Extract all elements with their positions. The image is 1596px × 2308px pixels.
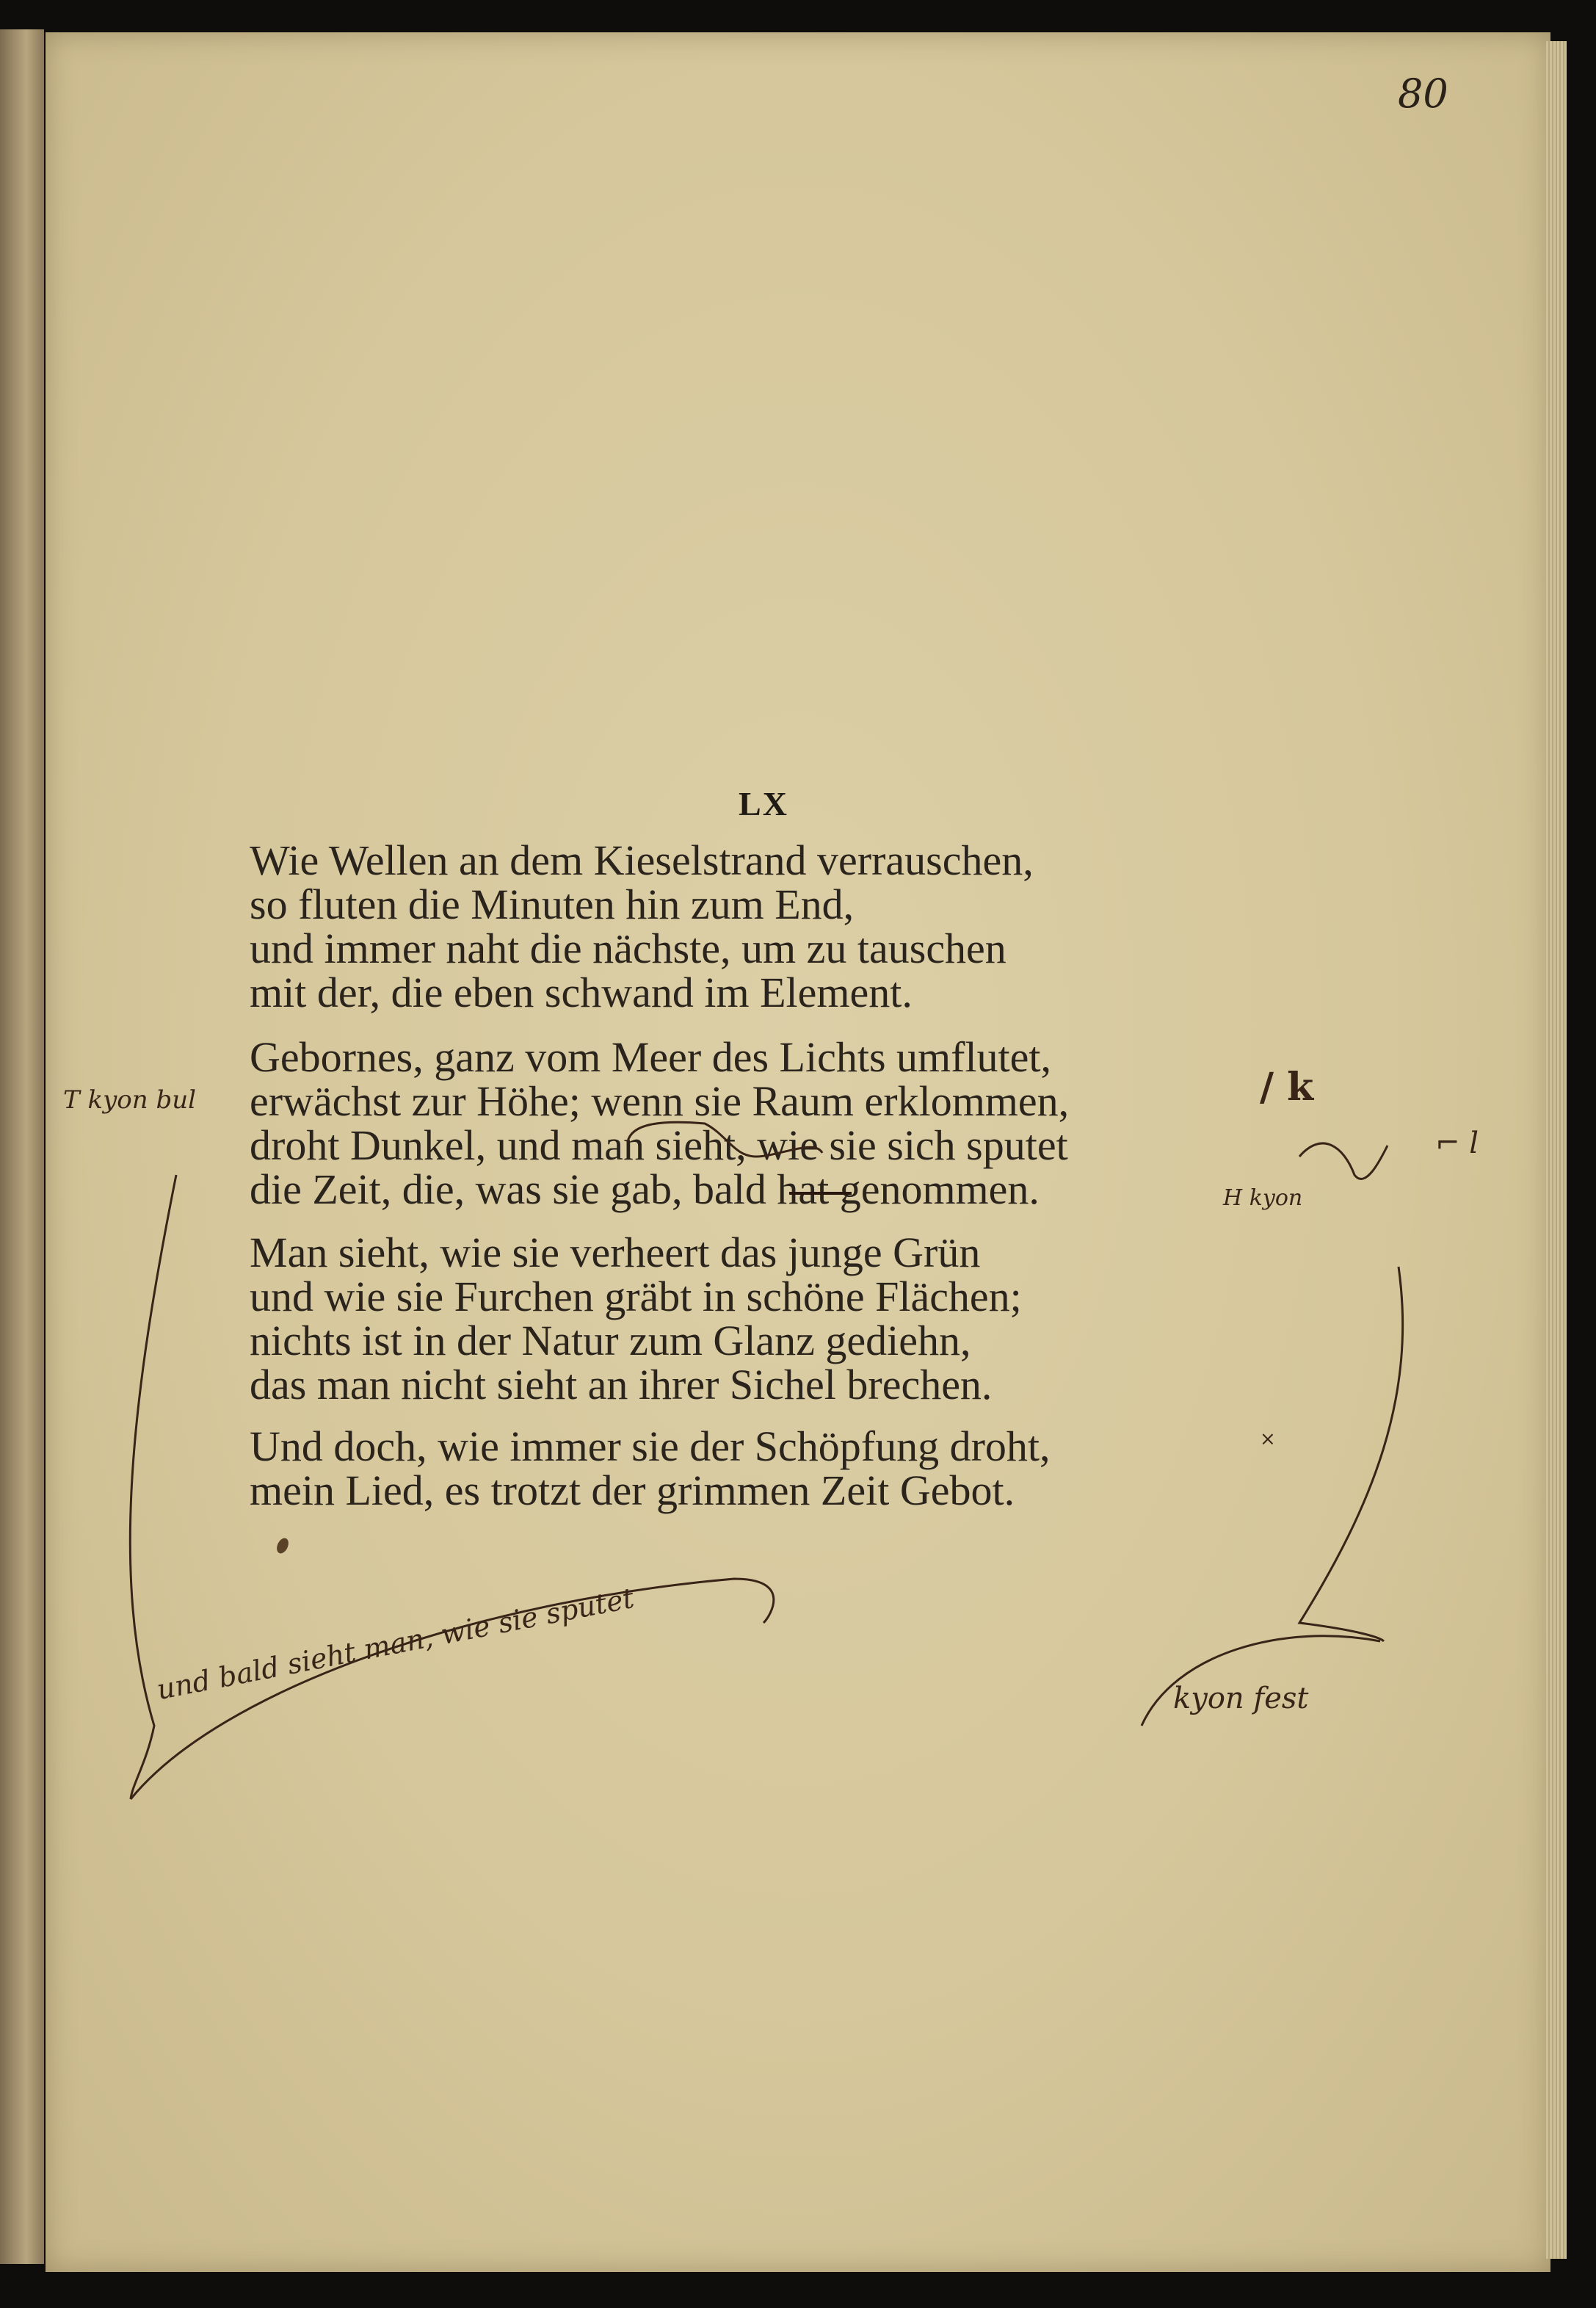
right-margin-bracket — [1299, 1267, 1403, 1641]
margin-note-lower-right: kyon fest — [1173, 1682, 1309, 1715]
margin-note-right: / k — [1260, 1065, 1314, 1110]
poem-title: LX — [739, 785, 788, 822]
poem-line: mit der, die eben schwand im Element. — [250, 969, 913, 1016]
poem-line: droht Dunkel, und man sieht, wie sie sich sputet — [250, 1121, 1068, 1169]
margin-note-right-word: H kyon — [1223, 1185, 1303, 1211]
poem-line: das man nicht sieht an ihrer Sichel brechen. — [250, 1361, 993, 1408]
poem-line: und wie sie Furchen gräbt in schöne Flächen; — [250, 1273, 1022, 1320]
poem-line: so fluten die Minuten hin zum End, — [250, 880, 855, 928]
poem-line: Wie Wellen an dem Kieselstrand verrauschen, — [250, 836, 1034, 884]
poem-line: und immer naht die nächste, um zu tauschen — [250, 925, 1006, 972]
ink-blot — [275, 1536, 291, 1555]
tilde-mark — [1299, 1143, 1388, 1179]
poem-line: Gebornes, ganz vom Meer des Lichts umflutet, — [250, 1033, 1052, 1081]
page-number: 80 — [1398, 70, 1448, 117]
poem-line: nichts ist in der Natur zum Glanz gediehn, — [250, 1317, 971, 1364]
margin-note-left: T kyon bul — [63, 1085, 197, 1115]
poem-line: die Zeit, die, was sie gab, bald hat genommen. — [250, 1165, 1040, 1213]
transposition-loop — [628, 1122, 822, 1157]
poem-line: erwächst zur Höhe; wenn sie Raum erklommen, — [250, 1077, 1070, 1125]
margin-note-right-2: ⌐ l — [1435, 1126, 1479, 1160]
bottom-note: und bald sieht man, wie sie sputet — [154, 1581, 637, 1707]
poem-line: Man sieht, wie sie verheert das junge Grün — [250, 1229, 981, 1276]
poem-line: Und doch, wie immer sie der Schöpfung droht, — [250, 1422, 1051, 1470]
poem-line: mein Lied, es trotzt der grimmen Zeit Gebot. — [250, 1466, 1015, 1514]
margin-x-mark: × — [1260, 1428, 1276, 1450]
left-margin-bracket — [130, 1175, 176, 1799]
